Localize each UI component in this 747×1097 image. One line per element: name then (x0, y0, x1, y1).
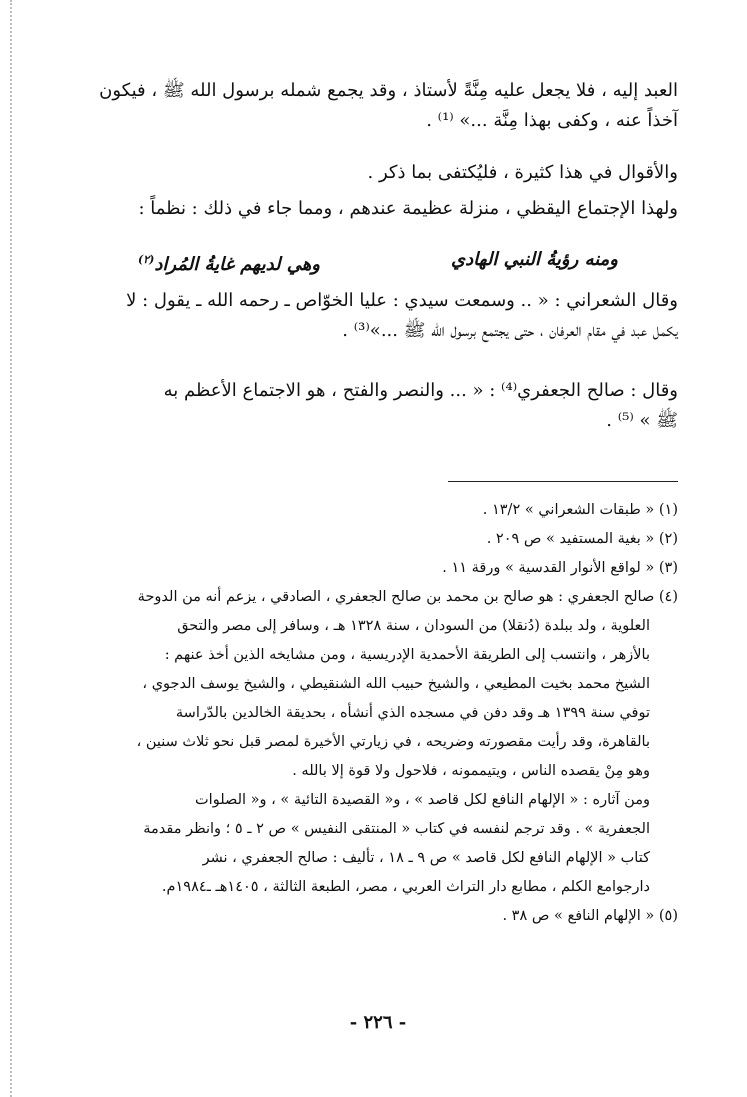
footnote: (٣) « لواقع الأنوار القدسية » ورقة ١١ . (442, 560, 678, 576)
footnote-marker: (٢) (138, 253, 155, 266)
paragraph-3 (78, 194, 678, 242)
poem-hemistich-right: ومنه رؤيةُ النبي الهادي (451, 249, 618, 270)
poem-hemistich-left (138, 242, 320, 286)
text-line: ولهذا الإجتماع اليقظي ، منزلة عظيمة عندهم ، ومما جاء في ذلك : نظماً : (138, 198, 678, 219)
footnote-continuation: بالأزهر ، وانتسب إلى الطريقة الأحمدية الإدريسية ، ومن مشايخه الذين أخذ عنهم : (164, 647, 650, 663)
footnote-separator (448, 481, 678, 482)
poem-verse (78, 242, 678, 286)
text-line: العبد إليه ، فلا يجعل عليه مِنَّةً لأستاذ ، وقد يجمع شمله برسول الله ﷺ ، فيكون (99, 80, 678, 101)
footnote-continuation: الجعفرية » . وقد ترجم لنفسه في كتاب « المنتقى النفيس » ص ٢ ـ ٥ ؛ وانظر مقدمة (143, 821, 650, 837)
footnote-continuation: وهو مِنْ يقصده الناس ، ويتيممونه ، فلاحول ولا قوة إلا بالله . (292, 763, 650, 779)
text-line: والأقوال في هذا كثيرة ، فليُكتفى بما ذكر . (367, 162, 678, 183)
footnote-continuation: ومن آثاره : « الإلهام النافع لكل قاصد » ، و« القصيدة التائية » ، و« الصلوات (195, 792, 650, 808)
footnote: (٥) « الإلهام النافع » ص ٣٨ . (502, 908, 678, 924)
paragraph-1 (78, 76, 678, 148)
text-line: ﷺ » ⁽⁵⁾ . (606, 410, 678, 431)
poem-hemistich-left-text: وهي لديهم غايةُ المُراد (154, 254, 320, 275)
footnote-continuation: توفي سنة ١٣٩٩ هـ وقد دفن في مسجده الذي أنشأه ، بحديقة الخالدين بالدّراسة (175, 705, 650, 721)
footnote-continuation: الشيخ محمد بخيت المطيعي ، والشيخ حبيب الله الشنقيطي ، والشيخ يوسف الدجوي ، (142, 676, 650, 692)
paragraph-2 (78, 158, 678, 194)
document-page (78, 76, 678, 1033)
footnotes (78, 496, 678, 931)
footnote-continuation: العلوية ، ولد ببلدة (دُنقلا) من السودان ، سنة ١٣٢٨ هـ ، وسافر إلى مصر والتحق (177, 618, 650, 634)
footnote-continuation: كتاب « الإلهام النافع لكل قاصد » ص ٩ ـ ١٨ ، تأليف : صالح الجعفري ، نشر (202, 850, 650, 866)
footnote: (١) « طبقات الشعراني » ١٣/٢ . (482, 502, 678, 518)
main-text (78, 76, 678, 456)
footnote: (٢) « بغية المستفيد » ص ٢٠٩ . (486, 531, 678, 547)
footnote-continuation: دارجوامع الكلم ، مطابع دار التراث العربي ، مصر، الطبعة الثالثة ، ١٤٠٥هـ ـ١٩٨٤م. (161, 879, 650, 895)
text-line: وقال الشعراني : « .. وسمعت سيدي : عليا الخوّاص ـ رحمه الله ـ يقول : لا (126, 290, 678, 311)
margin-dotted-line (10, 0, 16, 1097)
text-line: يكمل عبد في مقام العرفان ، حتى يجتمع برسول الله ﷺ ...»⁽³⁾ . (342, 320, 678, 341)
page-number: - ٢٢٦ - (349, 1012, 407, 1033)
paragraph-5 (78, 376, 678, 456)
footnote: (٤) صالح الجعفري : هو صالح بن محمد بن صالح الجعفري ، الصادقي ، يزعم أنه من الدوحة (137, 589, 678, 605)
text-line: وقال : صالح الجعفري⁽⁴⁾ : « ... والنصر والفتح ، هو الاجتماع الأعظم به (163, 380, 678, 401)
paragraph-4 (78, 286, 678, 376)
text-line: آخذاً عنه ، وكفى بهذا مِنَّة ...» ⁽¹⁾ . (426, 110, 678, 131)
footnote-continuation: بالقاهرة، وقد رأيت مقصورته وضريحه ، في زيارتي الأخيرة لمصر قبل نحو ثلاث سنين ، (136, 734, 650, 750)
